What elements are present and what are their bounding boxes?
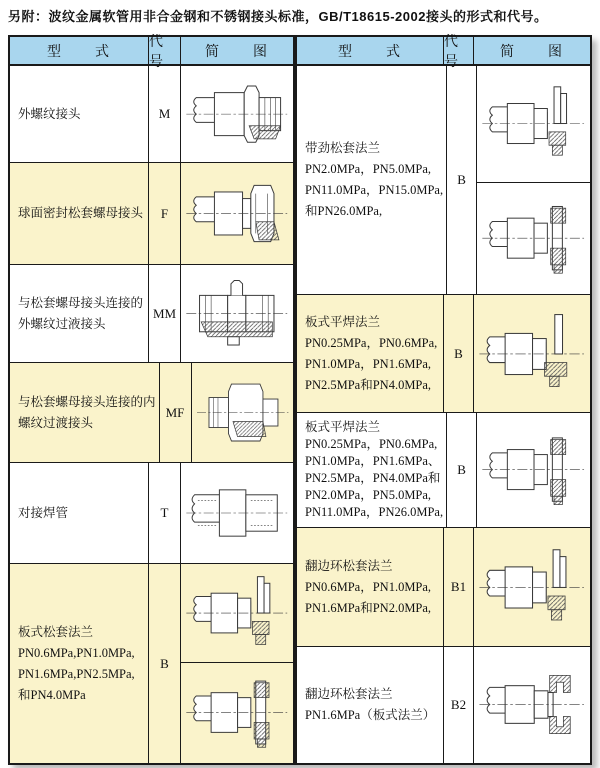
lap-flange-hatched-icon [479, 186, 587, 290]
diagram-figure [477, 182, 590, 294]
diagram-cell [477, 413, 590, 527]
type-line: 与松套螺母接头连接的 [18, 295, 144, 310]
table-row [10, 66, 293, 163]
code-cell: T [149, 463, 181, 563]
code-cell: B [444, 295, 474, 412]
male-male-adapter-icon [183, 268, 291, 359]
type-line: PN2.5MPa和PN4.0MPa, [305, 377, 432, 392]
type-cell [10, 463, 149, 563]
type-line: 与松套螺母接头连接的内 [18, 394, 156, 409]
diagram-figure [181, 662, 293, 762]
diagram-cell [477, 66, 590, 294]
type-line: 球面密封松套螺母接头 [18, 206, 144, 220]
table-row [297, 413, 590, 528]
type-line: 和PN26.0MPa, [305, 204, 383, 218]
code-cell: M [149, 66, 181, 162]
flat-weld-flange-icon [476, 299, 587, 409]
lap-flange-icon [183, 567, 291, 659]
diagram-cell [181, 463, 293, 563]
type-line: 板式平焊法兰 [305, 420, 381, 434]
type-line: 板式平焊法兰 [305, 314, 381, 329]
table-row [10, 163, 293, 265]
diagram-figure [477, 66, 590, 182]
type-line: 翻边环松套法兰 [305, 558, 393, 573]
diagram-cell [474, 528, 590, 646]
type-line: PN11.0MPa，PN26.0MPa, [305, 505, 444, 519]
lap-flange-hatched-icon [183, 666, 291, 759]
diagram-cell [181, 66, 293, 162]
type-line: PN11.0MPa，PN15.0MPa, [305, 183, 444, 197]
type-line: 翻边环松套法兰 [305, 687, 393, 701]
code-cell: B1 [444, 528, 474, 646]
type-cell [10, 564, 149, 763]
type-line: 对接焊管 [18, 505, 69, 520]
type-line: PN2.5MPa，PN4.0MPa和 [305, 471, 441, 485]
code-cell: MF [160, 363, 192, 462]
diagram-figure [181, 564, 293, 662]
type-line: PN2.0MPa，PN5.0MPa, [305, 162, 432, 176]
table-row [297, 66, 590, 295]
lap-flange-icon [476, 532, 587, 643]
butt-weld-pipe-icon [183, 466, 291, 560]
diagram-cell [474, 295, 590, 412]
diagram-cell [181, 564, 293, 763]
diagram-figure [474, 528, 590, 646]
male-female-adapter-icon [194, 366, 291, 459]
table-row [10, 564, 293, 763]
type-cell [297, 528, 444, 646]
male-thread-joint-icon [183, 69, 291, 159]
table-row [297, 528, 590, 647]
header-code-label: 代号 [149, 37, 181, 64]
type-line: PN1.0MPa，PN1.6MPa、 [305, 454, 441, 468]
type-line: 带劲松套法兰 [305, 141, 381, 155]
header-code-label: 代号 [444, 37, 474, 64]
swivel-nut-joint-icon [183, 166, 291, 261]
table-row [297, 647, 590, 763]
diagram-figure [181, 66, 293, 162]
lap-flange-hatched-icon [479, 416, 587, 523]
fitting-tables [8, 35, 592, 765]
diagram-cell [181, 163, 293, 264]
lap-flange-icon [479, 69, 587, 178]
type-line: 外螺纹接头 [18, 106, 81, 121]
header-type-label: 型 式 [297, 37, 444, 64]
code-cell: B [447, 66, 477, 294]
code-cell: F [149, 163, 181, 264]
diagram-figure [474, 647, 590, 763]
type-line: 外螺纹过液接头 [18, 316, 106, 331]
type-cell [10, 66, 149, 162]
type-line: PN0.6MPa，PN1.0MPa, [305, 579, 432, 594]
page-title: 另附：波纹金属软管用非合金钢和不锈钢接头标准，GB/T18615-2002接头的形式和代号。 [8, 9, 548, 24]
type-cell [10, 163, 149, 264]
type-line: PN0.25MPa，PN0.6MPa, [305, 335, 438, 350]
fitting-table-right [295, 35, 592, 765]
code-cell: MM [149, 265, 181, 362]
header-diagram-label: 简 图 [500, 44, 564, 60]
type-line: 和PN4.0MPa [18, 687, 86, 702]
diagram-figure [181, 463, 293, 563]
fitting-table-left [8, 35, 295, 765]
type-line: PN1.6MPa和PN2.0MPa, [305, 600, 432, 615]
code-cell: B [447, 413, 477, 527]
diagram-cell [192, 363, 293, 462]
table-header-row [297, 34, 590, 70]
type-line: PN0.6MPa,PN1.0MPa, [18, 645, 135, 660]
diagram-figure [477, 413, 590, 527]
diagram-figure [474, 295, 590, 412]
table-header-row [10, 34, 293, 70]
type-line: PN0.25MPa，PN0.6MPa, [305, 437, 438, 451]
type-line: PN1.0MPa，PN1.6MPa, [305, 356, 432, 371]
table-row [10, 265, 293, 363]
diagram-figure [181, 265, 293, 362]
header-diagram-label: 简 图 [205, 44, 269, 60]
type-cell [297, 647, 444, 763]
type-line: 螺纹过渡接头 [18, 415, 94, 430]
slotted-lap-flange-icon [476, 650, 587, 759]
table-row [10, 463, 293, 564]
diagram-cell [474, 647, 590, 763]
header-type-label: 型 式 [10, 37, 149, 64]
type-line: PN2.0MPa，PN5.0MPa, [305, 488, 432, 502]
code-cell: B [149, 564, 181, 763]
type-cell [297, 413, 447, 527]
type-line: PN1.6MPa（板式法兰） [305, 708, 436, 722]
table-row [10, 363, 293, 463]
type-cell [10, 363, 160, 462]
code-cell: B2 [444, 647, 474, 763]
type-line: PN1.6MPa,PN2.5MPa, [18, 666, 135, 681]
type-cell [297, 295, 444, 412]
diagram-figure [192, 363, 293, 462]
table-row [297, 295, 590, 413]
diagram-figure [181, 163, 293, 264]
type-cell [297, 66, 447, 294]
type-cell [10, 265, 149, 362]
type-line: 板式松套法兰 [18, 624, 94, 639]
diagram-cell [181, 265, 293, 362]
